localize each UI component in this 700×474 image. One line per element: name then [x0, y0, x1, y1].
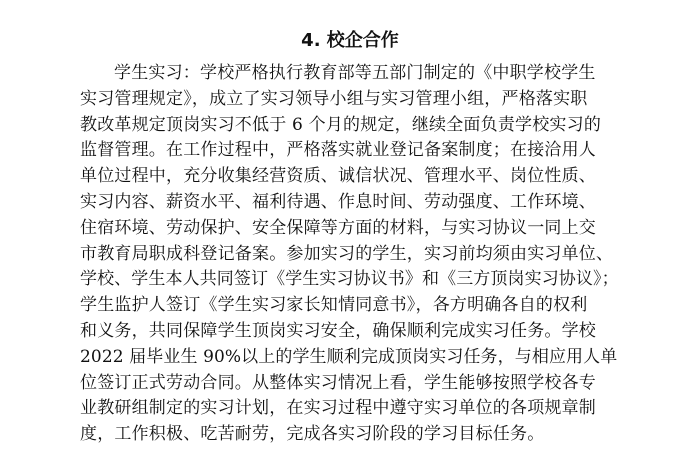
- paragraph-line: 学生实习：学校严格执行教育部等五部门制定的《中职学校学生: [114, 63, 596, 83]
- paragraph-line: 市教育局职成科登记备案。参加实习的学生，实习前均须由实习单位、: [80, 243, 614, 264]
- paragraph-line: 住宿环境、劳动保护、安全保障等方面的材料，与实习协议一同上交: [80, 217, 596, 238]
- paragraph-line: 单位过程中，充分收集经营资质、诚信状况、管理水平、岗位性质、: [80, 166, 596, 187]
- paragraph-line: 和义务，共同保障学生顶岗实习安全，确保顺利完成实习任务。学校: [80, 320, 596, 341]
- paragraph-line: 学生监护人签订《学生实习家长知情同意书》，各方明确各自的权利: [80, 295, 588, 316]
- paragraph-line: 学校、学生本人共同签订《学生实习协议书》和《三方顶岗实习协议》；: [80, 269, 619, 290]
- paragraph-line: 业教研组制定的实习计划，在实习过程中遵守实习单位的各项规章制: [80, 398, 596, 419]
- paragraph-line: 实习管理规定》，成立了实习领导小组与实习管理小组，严格落实职: [80, 88, 588, 109]
- paragraph-line: 2022 届毕业生 90%以上的学生顺利完成顶岗实习任务，与相应用人单: [80, 346, 618, 367]
- paragraph-line: 实习内容、薪资水平、福利待遇、作息时间、劳动强度、工作环境、: [80, 191, 596, 212]
- paragraph-line: 教改革规定顶岗实习不低于 6 个月的规定，继续全面负责学校实习的: [80, 114, 602, 135]
- paragraph-line: 度，工作积极、吃苦耐劳，完成各实习阶段的学习目标任务。: [80, 424, 545, 445]
- paragraph-line: 位签订正式劳动合同。从整体实习情况上看，学生能够按照学校各专: [80, 372, 596, 393]
- paragraph-line: 监督管理。在工作过程中，严格落实就业登记备案制度；在接洽用人: [80, 140, 596, 161]
- paragraph: [80, 61, 620, 448]
- section-title: 4. 校企合作: [301, 30, 399, 51]
